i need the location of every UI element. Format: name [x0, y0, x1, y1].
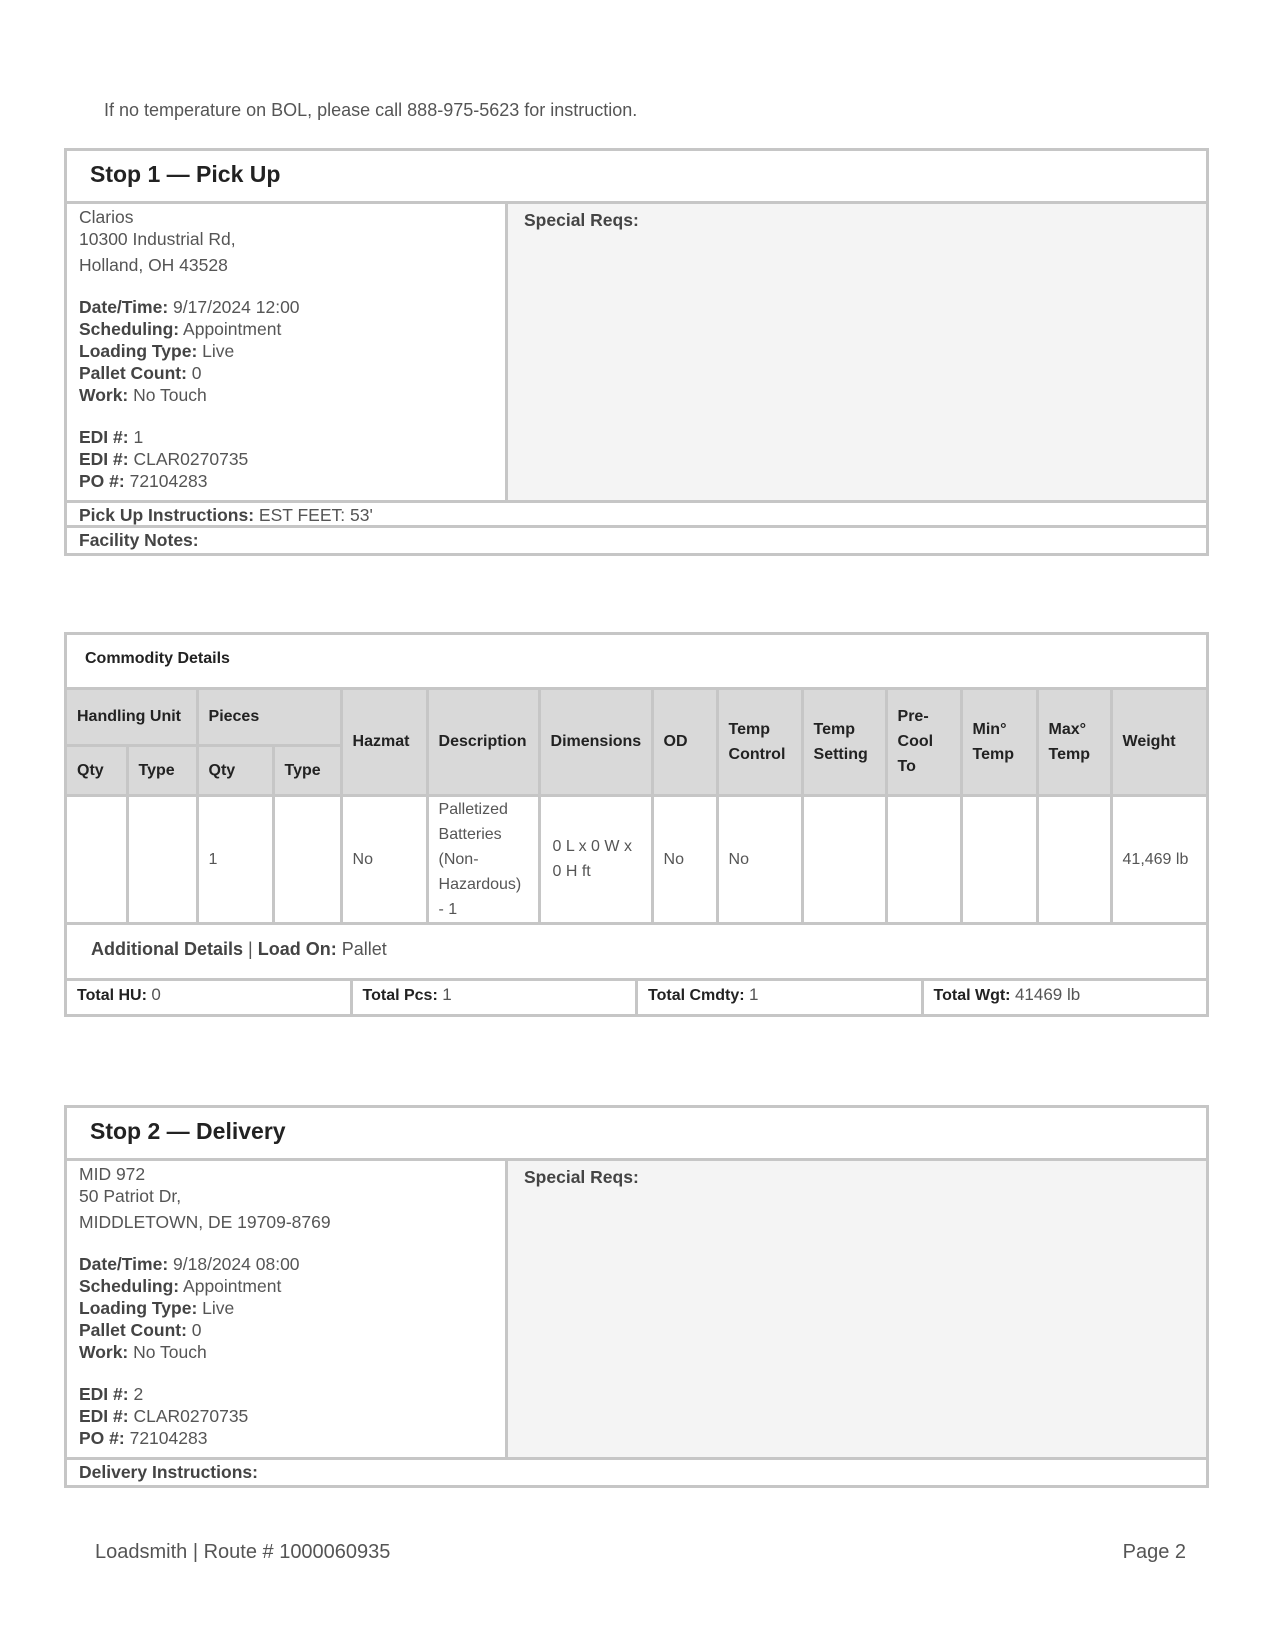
stop-2-edi-2: EDI #: CLAR0270735	[79, 1406, 249, 1426]
total-hu: Total HU: 0	[67, 981, 353, 1014]
commodity-details-title: Commodity Details	[67, 635, 1206, 690]
stop-2-instructions: Delivery Instructions:	[79, 1462, 258, 1482]
temperature-notice: If no temperature on BOL, please call 888-975-5623 for instruction.	[104, 100, 638, 120]
header-hu-qty: Qty	[67, 745, 127, 795]
stop-1-datetime: Date/Time: 9/17/2024 12:00	[79, 297, 300, 317]
cell-od: No	[652, 795, 717, 923]
stop-2-body	[67, 1161, 1206, 1460]
cell-max-temp	[1037, 795, 1111, 923]
total-cmdty: Total Cmdty: 1	[638, 981, 924, 1014]
stop-2-pallet-count: Pallet Count: 0	[79, 1320, 202, 1340]
header-hu-type: Type	[127, 745, 197, 795]
stop-2-loading-type: Loading Type: Live	[79, 1298, 235, 1318]
cell-pieces-qty: 1	[197, 795, 273, 923]
stop-2-special-reqs-label: Special Reqs:	[524, 1167, 639, 1187]
cell-temp-setting	[802, 795, 886, 923]
header-dimensions: Dimensions	[539, 690, 652, 795]
header-pieces-type: Type	[273, 745, 341, 795]
stop-2-header	[67, 1108, 1206, 1161]
stop-1-special-reqs-label: Special Reqs:	[524, 210, 639, 230]
total-pcs: Total Pcs: 1	[353, 981, 639, 1014]
header-pieces-qty: Qty	[197, 745, 273, 795]
cell-temp-control: No	[717, 795, 802, 923]
stop-1-edi-2: EDI #: CLAR0270735	[79, 449, 249, 469]
cell-min-temp	[961, 795, 1037, 923]
cell-precool	[886, 795, 961, 923]
cell-dimensions: 0 L x 0 W x 0 H ft	[539, 795, 652, 923]
stop-2-address-line1: 50 Patriot Dr,	[79, 1186, 182, 1206]
additional-details-label: Additional Details	[91, 938, 244, 959]
header-temp-setting: Temp Setting	[802, 690, 886, 795]
header-pieces: Pieces	[197, 690, 341, 745]
stop-2-details	[67, 1161, 508, 1457]
stop-1-scheduling: Scheduling: Appointment	[79, 319, 282, 339]
cell-hu-type	[127, 795, 197, 923]
stop-2-scheduling: Scheduling: Appointment	[79, 1276, 282, 1296]
header-handling-unit: Handling Unit	[67, 690, 197, 745]
commodity-details-card	[64, 632, 1209, 1017]
header-description: Description	[427, 690, 539, 795]
load-on-value: Pallet	[341, 938, 387, 959]
header-max-temp: Max° Temp	[1037, 690, 1111, 795]
header-od: OD	[652, 690, 717, 795]
stop-1-card	[64, 148, 1209, 556]
additional-details: Additional Details | Load On: Pallet	[67, 925, 1206, 981]
stop-2-edi-1: EDI #: 2	[79, 1384, 144, 1404]
footer-page-number: Page 2	[1122, 1541, 1186, 1563]
header-temp-control: Temp Control	[717, 690, 802, 795]
stop-1-work: Work: No Touch	[79, 385, 207, 405]
cell-pieces-type	[273, 795, 341, 923]
commodity-totals	[67, 981, 1206, 1014]
header-precool: Pre-Cool To	[886, 690, 961, 795]
stop-1-address-line1: 10300 Industrial Rd,	[79, 229, 236, 249]
stop-1-body	[67, 204, 1206, 503]
stop-1-instructions: Pick Up Instructions: EST FEET: 53'	[67, 503, 1206, 528]
stop-1-loading-type: Loading Type: Live	[79, 341, 235, 361]
stop-2-facility-name: MID 972	[79, 1164, 146, 1184]
footer-route: Loadsmith | Route # 1000060935	[95, 1541, 391, 1563]
stop-1-header	[67, 151, 1206, 204]
stop-2-card	[64, 1105, 1209, 1488]
total-wgt: Total Wgt: 41469 lb	[933, 984, 1081, 1004]
stop-2-address-line2: MIDDLETOWN, DE 19709-8769	[79, 1212, 331, 1232]
stop-2-title: Stop 2 — Delivery	[90, 1118, 286, 1144]
header-hazmat: Hazmat	[341, 690, 427, 795]
commodity-table	[67, 690, 1206, 925]
stop-1-details	[67, 204, 508, 500]
stop-2-po: PO #: 72104283	[79, 1428, 208, 1448]
stop-1-po: PO #: 72104283	[79, 471, 208, 491]
load-on-label: Load On:	[257, 938, 337, 959]
cell-description: Palletized Batteries (Non-Hazardous) - 1	[427, 795, 539, 923]
stop-1-pallet-count: Pallet Count: 0	[79, 363, 202, 383]
cell-weight: 41,469 lb	[1111, 795, 1206, 923]
cell-hu-qty	[67, 795, 127, 923]
stop-2-work: Work: No Touch	[79, 1342, 207, 1362]
stop-1-facility-notes: Facility Notes:	[79, 530, 199, 550]
stop-1-title: Stop 1 — Pick Up	[90, 161, 281, 187]
stop-1-facility-name: Clarios	[79, 207, 134, 227]
stop-1-address-line2: Holland, OH 43528	[79, 255, 228, 275]
table-row	[67, 795, 1206, 923]
stop-1-edi-1: EDI #: 1	[79, 427, 144, 447]
stop-1-special-reqs	[508, 204, 1206, 500]
header-weight: Weight	[1111, 690, 1206, 795]
stop-2-datetime: Date/Time: 9/18/2024 08:00	[79, 1254, 300, 1274]
stop-2-special-reqs	[508, 1161, 1206, 1457]
cell-hazmat: No	[341, 795, 427, 923]
header-min-temp: Min° Temp	[961, 690, 1037, 795]
